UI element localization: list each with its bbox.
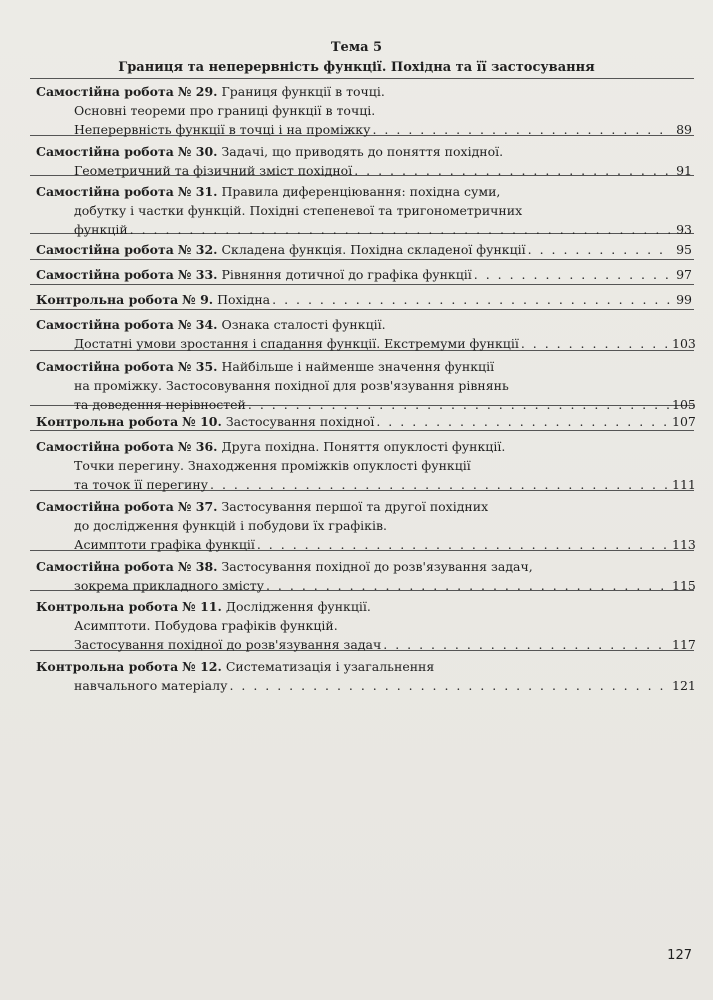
toc-entry-line <box>36 676 696 695</box>
toc-entry-text <box>74 535 255 554</box>
work-number: № 9. <box>182 292 214 307</box>
toc-entry-text <box>36 317 386 332</box>
toc-entry-title: Рівняння дотичної до графіка функції <box>221 267 472 282</box>
toc-entry-line <box>36 657 692 676</box>
header-divider <box>30 78 694 79</box>
dot-leader <box>383 635 670 654</box>
work-number: № 35. <box>177 359 218 374</box>
toc-entry-title: на проміжку. Застосовування похідної для розв'язування рівнянь <box>74 378 509 393</box>
work-number: № 31. <box>177 184 218 199</box>
toc-entry-line <box>36 315 692 334</box>
toc-entry-text <box>36 265 472 284</box>
toc-entry-line <box>36 616 692 635</box>
toc-entry[interactable] <box>36 315 696 353</box>
toc-entry-title: Границя функції в точці. <box>221 84 385 99</box>
work-kind: Контрольна робота <box>36 599 179 614</box>
page-number: 127 <box>667 948 692 963</box>
toc-entry-title: Неперервність функції в точці і на проміжку <box>74 122 371 137</box>
dot-leader <box>474 265 670 284</box>
work-number: № 12. <box>182 659 222 674</box>
toc-entry-title: навчального матеріалу <box>74 678 228 693</box>
dot-leader <box>528 240 670 259</box>
toc-entry-title: Ознака сталості функції. <box>221 317 386 332</box>
toc-page-number: 95 <box>676 242 692 257</box>
toc-page-number: 105 <box>672 397 696 412</box>
toc-entry-line <box>36 516 692 535</box>
toc-entry-line <box>36 82 692 101</box>
work-kind: Самостійна робота <box>36 84 174 99</box>
toc-entry-text <box>74 635 381 654</box>
toc-entry-title: Друга похідна. Поняття опуклості функції. <box>221 439 506 454</box>
toc-entry-text <box>74 378 509 393</box>
toc-entry-text <box>74 458 471 473</box>
toc-entry[interactable] <box>36 412 696 431</box>
toc-entry-text <box>74 334 519 353</box>
toc-page-number: 89 <box>676 122 692 137</box>
work-number: № 37. <box>177 499 218 514</box>
toc-entry-text <box>74 120 370 139</box>
toc-entry[interactable] <box>36 497 696 554</box>
toc-entry-text <box>74 203 522 218</box>
toc-entry-title: Найбільше і найменше значення функції <box>221 359 495 374</box>
toc-entry-text <box>36 599 371 614</box>
toc-entry-line <box>36 334 696 353</box>
toc-page-number: 115 <box>672 578 696 593</box>
toc-entry-line <box>36 456 692 475</box>
toc-page-number: 113 <box>672 537 696 552</box>
toc-entry-line <box>36 142 692 161</box>
toc-entry-title: Застосування похідної <box>225 414 375 429</box>
toc-entry-text <box>36 290 270 309</box>
toc-entry-text <box>36 144 503 159</box>
toc-entry-text <box>36 359 494 374</box>
toc-entry-line <box>36 635 696 654</box>
toc-entry-line <box>36 597 692 616</box>
work-kind: Самостійна робота <box>36 317 174 332</box>
toc-page-number: 91 <box>676 163 692 178</box>
dot-leader <box>257 535 670 554</box>
toc-entry-title: та точок її перегину <box>74 477 209 492</box>
toc-entry-line <box>36 475 696 494</box>
toc-entry-text <box>36 84 385 99</box>
work-kind: Самостійна робота <box>36 267 174 282</box>
entry-divider <box>30 259 694 260</box>
toc-entry-line <box>36 437 692 456</box>
toc-entry-line <box>36 120 692 139</box>
work-kind: Самостійна робота <box>36 184 174 199</box>
toc-entry-line <box>36 220 692 239</box>
entry-divider <box>30 284 694 285</box>
toc-entry-line <box>36 497 692 516</box>
toc-entry-line <box>36 576 696 595</box>
toc-entry-line <box>36 101 692 120</box>
toc-entry[interactable] <box>36 82 692 139</box>
topic-heading: Тема 5 <box>330 40 383 55</box>
toc-entry-line <box>36 412 696 431</box>
toc-entry-text <box>74 576 264 595</box>
dot-leader <box>376 412 670 431</box>
toc-entry-line <box>36 535 696 554</box>
toc-entry-title: Асимптоти графіка функції <box>74 537 255 552</box>
toc-entry[interactable] <box>36 357 696 414</box>
toc-entry-title: Достатні умови зростання і спадання функції. Екстремуми функції <box>74 336 519 351</box>
toc-entry-text <box>36 184 500 199</box>
toc-entry[interactable] <box>36 142 692 180</box>
work-kind: Самостійна робота <box>36 559 174 574</box>
toc-entry-title: Застосування похідної до розв'язування задач <box>74 637 382 652</box>
work-kind: Самостійна робота <box>36 144 174 159</box>
toc-entry-text <box>74 518 387 533</box>
toc-page-number: 121 <box>672 678 696 693</box>
toc-entry-line <box>36 557 692 576</box>
dot-leader <box>354 161 670 180</box>
toc-entry-text <box>74 220 128 239</box>
toc-entry-title: Застосування похідної до розв'язування задач, <box>221 559 533 574</box>
toc-entry[interactable] <box>36 597 696 654</box>
toc-entry-line <box>36 376 692 395</box>
toc-entry-line <box>36 265 692 284</box>
work-number: № 34. <box>177 317 218 332</box>
dot-leader <box>210 475 670 494</box>
toc-entry[interactable] <box>36 265 692 284</box>
toc-entry-line <box>36 161 692 180</box>
work-number: № 11. <box>182 599 222 614</box>
toc-page-number: 97 <box>676 267 692 282</box>
toc-entry-text <box>74 618 338 633</box>
toc-entry[interactable] <box>36 182 692 239</box>
toc-entry-line <box>36 290 692 309</box>
dot-leader <box>229 676 670 695</box>
toc-entry-title: до дослідження функцій і побудови їх графіків. <box>74 518 387 533</box>
toc-entry-line <box>36 240 692 259</box>
toc-entry-title: та доведення нерівностей <box>74 397 246 412</box>
toc-page-number: 103 <box>672 336 696 351</box>
work-number: № 33. <box>177 267 218 282</box>
toc-entry-title: зокрема прикладного змісту <box>74 578 264 593</box>
toc-page-number: 99 <box>676 292 692 307</box>
dot-leader <box>272 290 670 309</box>
toc-page-number: 111 <box>672 477 696 492</box>
dot-leader <box>266 576 670 595</box>
toc-page-number: 107 <box>672 414 696 429</box>
toc-entry-title: добутку і частки функцій. Похідні степеневої та тригонометричних <box>74 203 523 218</box>
toc-entry-title: Геометричний та фізичний зміст похідної <box>74 163 353 178</box>
work-kind: Самостійна робота <box>36 439 174 454</box>
toc-entry-text <box>36 559 533 574</box>
toc-entry-title: Складена функція. Похідна складеної функції <box>221 242 526 257</box>
toc-entry-text <box>74 103 375 118</box>
toc-entry[interactable] <box>36 657 696 695</box>
toc-entry-title: Основні теореми про границі функції в точці. <box>74 103 376 118</box>
toc-entry-text <box>36 412 374 431</box>
work-number: № 32. <box>177 242 218 257</box>
work-number: № 29. <box>177 84 218 99</box>
work-kind: Контрольна робота <box>36 659 179 674</box>
dot-leader <box>372 120 670 139</box>
work-kind: Самостійна робота <box>36 242 174 257</box>
toc-entry-text <box>36 439 505 454</box>
toc-entry-title: Похідна <box>217 292 271 307</box>
toc-entry-title: Дослідження функції. <box>225 599 371 614</box>
toc-entry-text <box>36 499 488 514</box>
toc-entry-text <box>74 676 227 695</box>
work-kind: Контрольна робота <box>36 292 179 307</box>
dot-leader <box>521 334 670 353</box>
toc-entry[interactable] <box>36 437 696 494</box>
toc-entry-text <box>36 659 434 674</box>
toc-entry[interactable] <box>36 557 696 595</box>
toc-entry-title: Систематизація і узагальнення <box>225 659 435 674</box>
toc-entry-title: Точки перегину. Знаходження проміжків опуклості функції <box>74 458 471 473</box>
toc-entry-title: Застосування першої та другої похідних <box>221 499 489 514</box>
toc-entry-line <box>36 357 692 376</box>
toc-entry-line <box>36 182 692 201</box>
work-kind: Самостійна робота <box>36 499 174 514</box>
toc-entry-text <box>74 475 208 494</box>
toc-entry[interactable] <box>36 290 692 309</box>
work-kind: Самостійна робота <box>36 359 174 374</box>
toc-entry[interactable] <box>36 240 692 259</box>
toc-entry-text <box>74 161 352 180</box>
work-kind: Контрольна робота <box>36 414 179 429</box>
work-number: № 38. <box>177 559 218 574</box>
work-number: № 10. <box>182 414 222 429</box>
toc-page-number: 93 <box>676 222 692 237</box>
topic-subtitle: Границя та неперервність функції. Похідна та її застосування <box>118 60 595 75</box>
toc-entry-title: Асимптоти. Побудова графіків функцій. <box>74 618 338 633</box>
toc-entry-title: функцій <box>74 222 128 237</box>
toc-entry-text <box>36 240 526 259</box>
toc-page-number: 117 <box>672 637 696 652</box>
toc-entry-title: Правила диференціювання: похідна суми, <box>221 184 501 199</box>
work-number: № 36. <box>177 439 218 454</box>
toc-entry-line <box>36 201 692 220</box>
work-number: № 30. <box>177 144 218 159</box>
entry-divider <box>30 309 694 310</box>
toc-entry-title: Задачі, що приводять до поняття похідної. <box>221 144 504 159</box>
dot-leader <box>130 220 670 239</box>
